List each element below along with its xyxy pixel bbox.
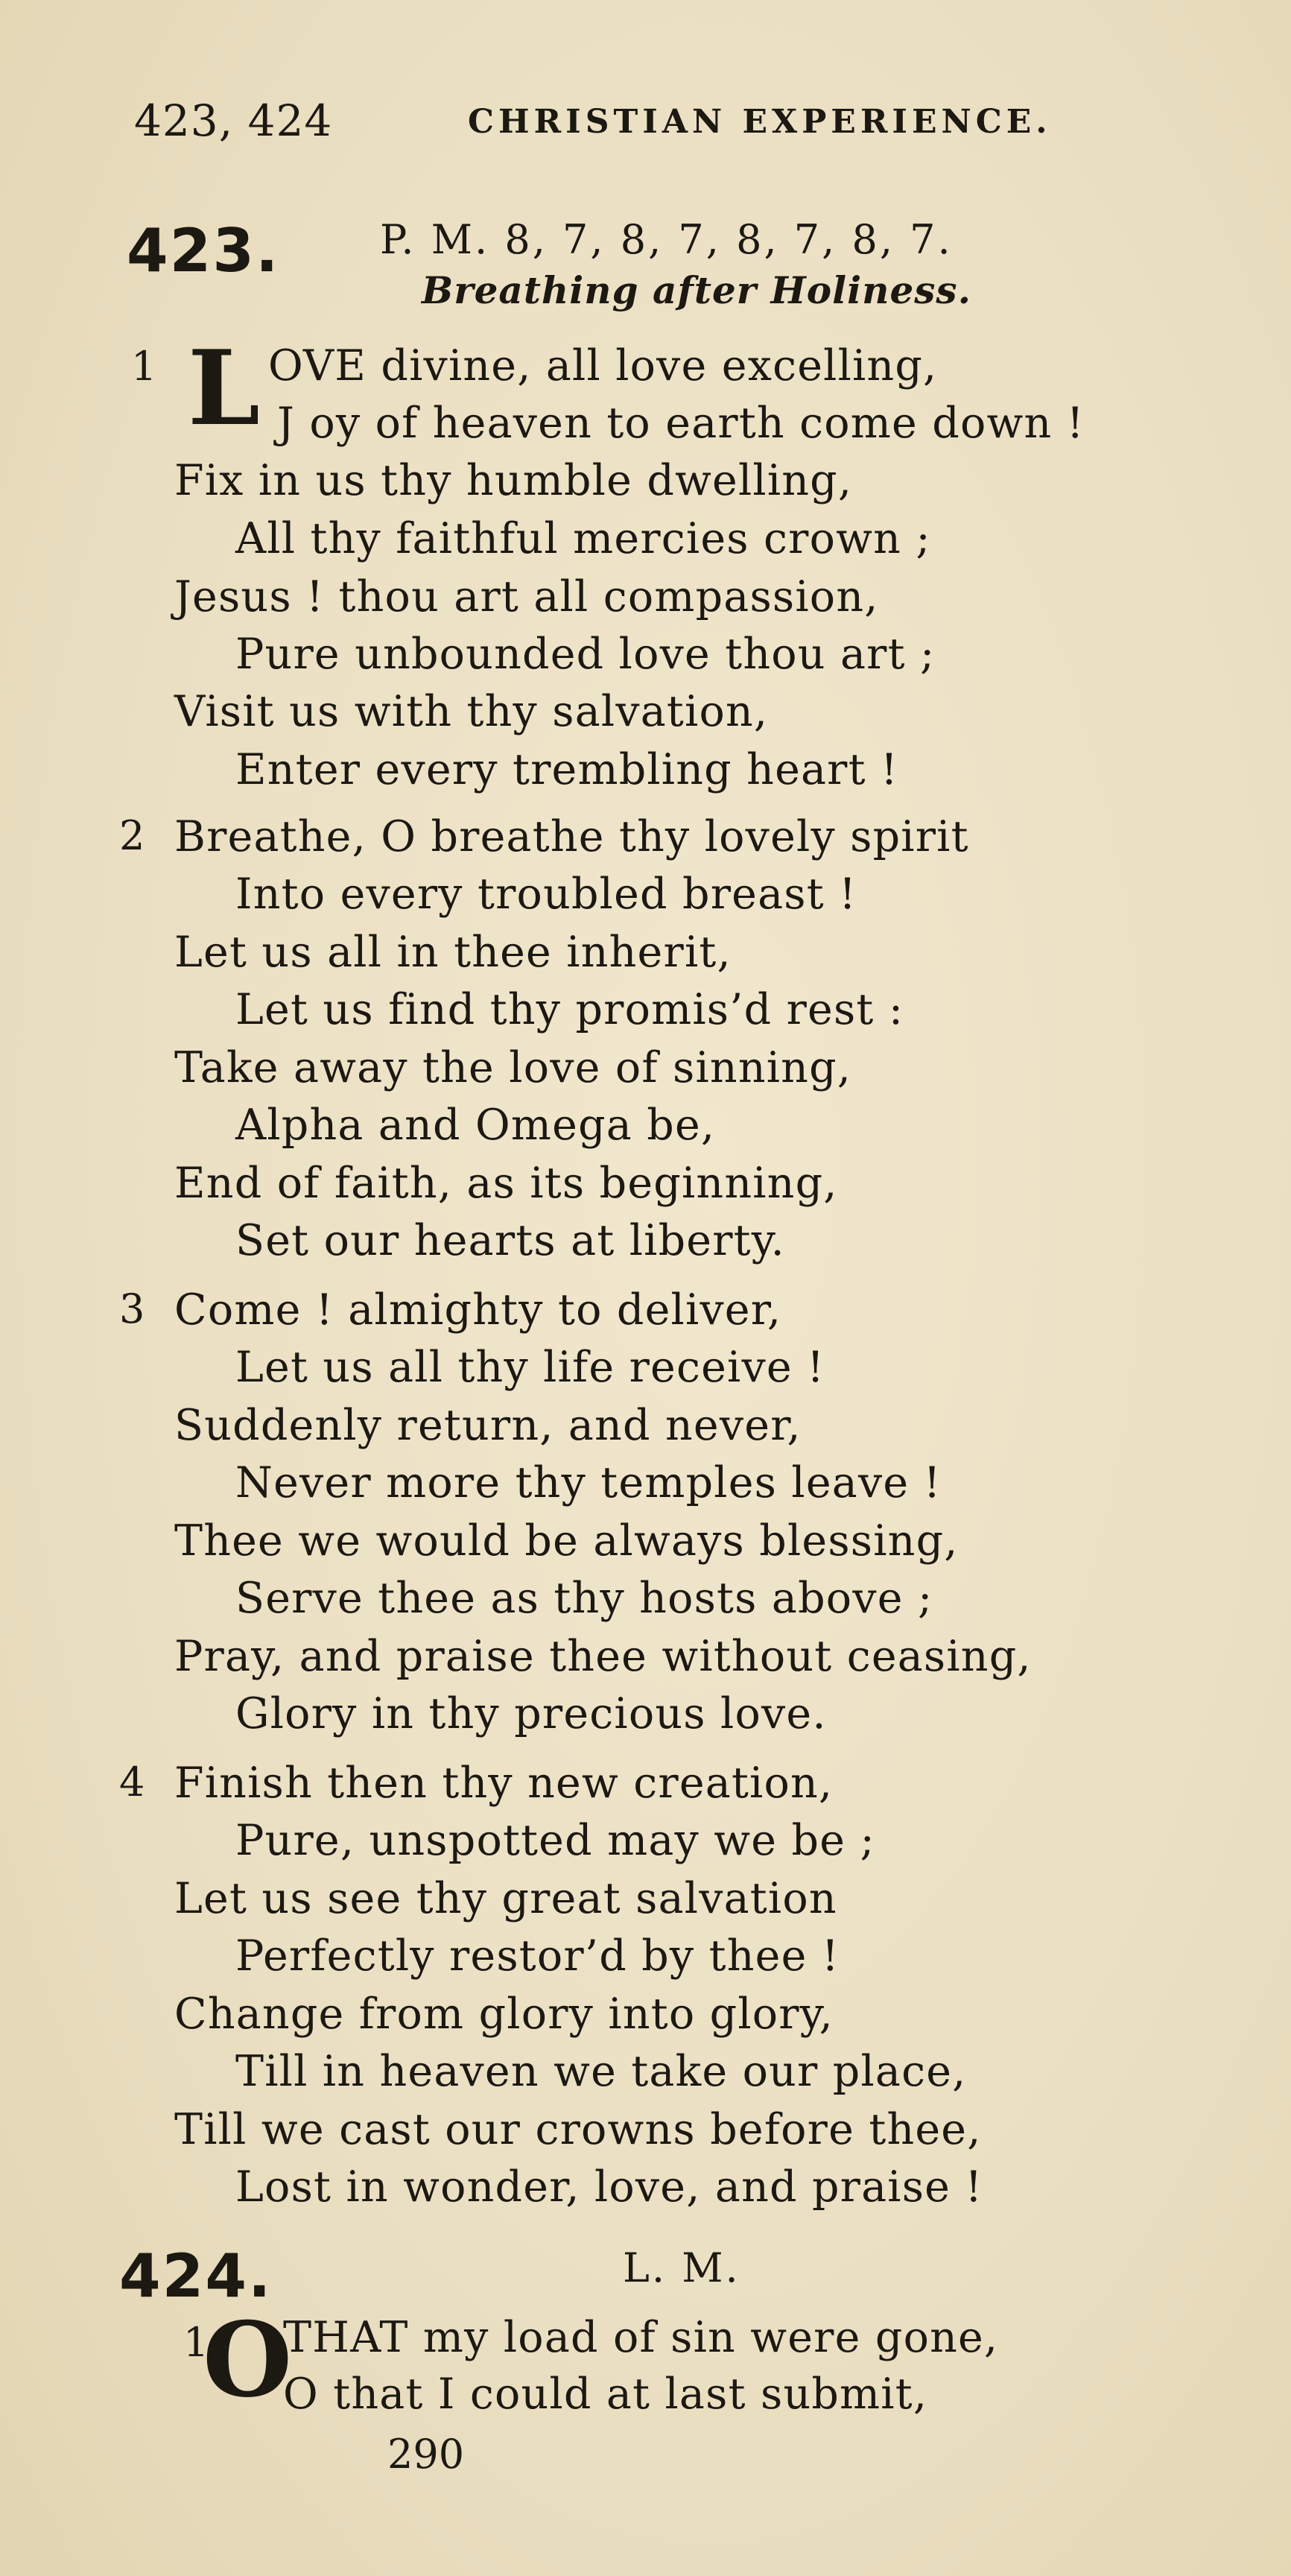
page-folio: 290 [387, 2431, 465, 2478]
verse-line: Finish then thy new creation, [174, 1759, 834, 1808]
drop-cap: L [188, 327, 261, 449]
running-header-page-numbers: 423, 424 [134, 95, 333, 146]
verse-line: Suddenly return, and never, [174, 1401, 802, 1450]
verse-line: Let us all thy life receive ! [235, 1343, 825, 1392]
running-header-title: CHRISTIAN EXPERIENCE. [468, 103, 1052, 141]
verse-line: Never more thy temples leave ! [235, 1458, 942, 1507]
verse-line: Set our hearts at liberty. [235, 1216, 785, 1265]
verse-line: Perfectly restor’d by thee ! [235, 1931, 840, 1981]
verse-line: THAT my load of sin were gone, [283, 2313, 999, 2362]
verse-line: Thee we would be always blessing, [174, 1516, 959, 1566]
verse-line: J oy of heaven to earth come down ! [277, 399, 1085, 448]
stanza-number: 2 [119, 812, 145, 859]
hymn-meter: P. M. 8, 7, 8, 7, 8, 7, 8, 7. [380, 216, 953, 263]
verse-line: Enter every trembling heart ! [235, 745, 899, 794]
verse-line: Till in heaven we take our place, [235, 2047, 967, 2096]
hymn-meter: L. M. [623, 2244, 740, 2291]
verse-line: Let us all in thee inherit, [174, 928, 732, 977]
verse-line: Fix in us thy humble dwelling, [174, 456, 853, 505]
stanza-number: 1 [131, 343, 157, 390]
verse-line: Pure unbounded love thou art ; [235, 630, 936, 679]
hymn-number: 423. [127, 216, 280, 285]
verse-line: Serve thee as thy hosts above ; [235, 1574, 933, 1623]
verse-line: End of faith, as its beginning, [174, 1159, 838, 1208]
verse-line: Pure, unspotted may we be ; [235, 1816, 875, 1865]
verse-line: All thy faithful mercies crown ; [235, 514, 931, 563]
verse-line: Into every troubled breast ! [235, 870, 857, 919]
verse-line: Lost in wonder, love, and praise ! [235, 2162, 983, 2212]
verse-line: Jesus ! thou art all compassion, [174, 572, 879, 621]
stanza-number: 1 [183, 2319, 209, 2366]
verse-line: Come ! almighty to deliver, [174, 1285, 782, 1335]
verse-line: Till we cast our crowns before thee, [174, 2105, 982, 2154]
stanza-number: 4 [119, 1759, 145, 1806]
verse-line: Breathe, O breathe thy lovely spirit [174, 812, 969, 861]
verse-line: Change from glory into glory, [174, 1990, 834, 2039]
verse-line: Alpha and Omega be, [235, 1101, 716, 1150]
verse-line: Let us find thy promis’d rest : [235, 985, 904, 1034]
verse-line: O that I could at last submit, [283, 2370, 928, 2419]
verse-line: Let us see thy great salvation [174, 1874, 837, 1923]
verse-line: Glory in thy precious love. [235, 1689, 827, 1738]
stanza-number: 3 [119, 1285, 145, 1332]
hymn-number: 424. [119, 2241, 273, 2311]
verse-line: OVE divine, all love excelling, [268, 341, 938, 390]
hymn-subtitle: Breathing after Holiness. [422, 268, 971, 312]
drop-cap: O [203, 2299, 293, 2420]
verse-line: Pray, and praise thee without ceasing, [174, 1632, 1032, 1681]
verse-line: Take away the love of sinning, [174, 1043, 852, 1092]
verse-line: Visit us with thy salvation, [174, 687, 769, 736]
